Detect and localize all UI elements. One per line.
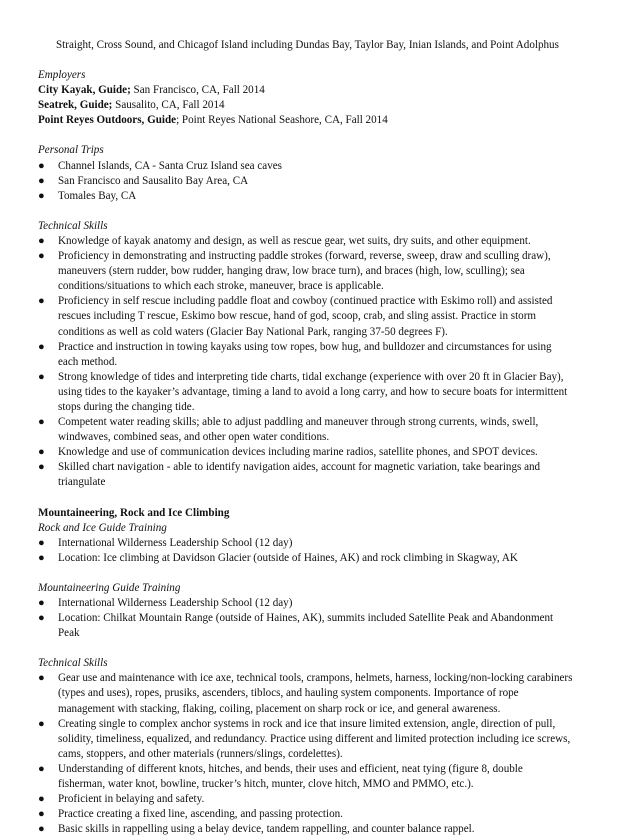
mountaineering-item (38, 596, 608, 611)
climbing-skill-item (38, 792, 608, 807)
list-item-line: Practice and instruction in towing kayaks using tow ropes, bow hug, and bulldozer and circumstances for using (58, 340, 552, 353)
bullet-icon: ● (38, 808, 45, 821)
climbing-skills-heading: Technical Skills (38, 657, 108, 670)
list-item-line: using tides to the kayaker’s advantage, timing a land to avoid a long carry, and how to secure boats for intermittent (58, 385, 568, 398)
kayak-skill-item (38, 249, 608, 294)
climbing-skill-item (38, 822, 608, 837)
list-item-line: maneuvers (stern rudder, bow rudder, hanging draw, low brace turn), and braces (high, low, sculling); sea (58, 265, 525, 278)
kayak-skill-item (38, 234, 608, 249)
bullet-icon: ● (38, 461, 45, 474)
climbing-skill-item (38, 762, 608, 792)
list-item-line: Competent water reading skills; able to adjust paddling and maneuver through strong currents, winds, swell, (58, 416, 539, 429)
employer-details: San Francisco, CA, Fall 2014 (130, 84, 265, 97)
employer-name: Seatrek, Guide; (38, 99, 113, 112)
rock-ice-heading: Rock and Ice Guide Training (38, 521, 167, 534)
list-item-line: rescues including T rescue, Eskimo bow rescue, hand of god, scoop, crab, and sling assist. Practice in storm (58, 310, 537, 323)
employer-separator: , (92, 84, 99, 97)
employer-details: Sausalito, CA, Fall 2014 (112, 99, 225, 112)
list-item-line: Understanding of different knots, hitches, and bends, their uses and efficient, neat tying (figure 8, double (58, 762, 523, 775)
list-item-line: Strong knowledge of tides and interpreting tide charts, tidal exchange (experience with over 20 ft in Glacier Bay), (58, 370, 564, 383)
list-item-line: Gear use and maintenance with ice axe, technical tools, crampons, helmets, harness, locking/non-locking carabiners (58, 672, 573, 685)
kayak-skills-list (38, 234, 608, 491)
list-item-line: triangulate (58, 476, 106, 489)
bullet-icon: ● (38, 370, 45, 383)
kayak-skill-item (38, 460, 608, 490)
climbing-skill-item (38, 807, 608, 822)
list-item-line: cams, stoppers, and other materials (runners/slings, cordelettes). (58, 747, 343, 760)
bullet-icon: ● (38, 536, 45, 549)
kayak-skill-item (38, 294, 608, 339)
bullet-icon: ● (38, 597, 45, 609)
bullet-icon: ● (38, 762, 45, 775)
list-item-line: management with stacking, flaking, coiling, placement on sharp rock or ice, and general awareness. (58, 702, 501, 715)
bullet-icon: ● (38, 446, 45, 459)
list-item-line: conditions as well as cold waters (Glacier Bay National Park, ranging 37-50 degrees F). (58, 325, 448, 338)
list-item-text: San Francisco and Sausalito Bay Area, CA (58, 174, 249, 187)
list-item-line: Knowledge and use of communication devices including marine radios, satellite phones, and SPOT devices. (58, 446, 538, 459)
bullet-icon: ● (38, 823, 45, 836)
kayak-skills-section (38, 219, 608, 491)
list-item-line: International Wilderness Leadership School (12 day) (58, 536, 293, 549)
list-item-line: windwaves, combined seas, and other open water conditions. (58, 431, 330, 444)
employer-line (38, 113, 608, 128)
climbing-skills-list (38, 671, 608, 837)
list-item-text: Channel Islands, CA - Santa Cruz Island sea caves (58, 159, 282, 172)
personal-trip-item (38, 174, 608, 189)
list-item-line: solidity, timeliness, equalized, and redundancy. Practice using different and limited protection including ice screws, (58, 732, 571, 745)
list-item-line: fisherman, water knot, bowline, trucker’s hitch, munter, clove hitch, MMO and PMMO, etc.). (58, 778, 474, 791)
employer-name: City Kayak (38, 84, 93, 97)
kayak-skill-item (38, 370, 608, 415)
bullet-icon: ● (38, 793, 45, 806)
list-item-line: Practice creating a fixed line, ascending, and passing protection. (58, 808, 343, 821)
list-item-line: Knowledge of kayak anatomy and design, as well as rescue gear, wet suits, dry suits, and other equipment. (58, 234, 531, 247)
employers-section (38, 68, 608, 128)
kayak-skill-item (38, 445, 608, 460)
mountaineering-heading: Mountaineering Guide Training (38, 581, 181, 594)
bullet-icon: ● (38, 416, 45, 429)
kayak-skills-heading: Technical Skills (38, 219, 108, 232)
list-item-line: Peak (58, 627, 80, 640)
list-item-line: Creating single to complex anchor systems in rock and ice that insure limited extension, angle, direction of pull, (58, 717, 556, 730)
bullet-icon: ● (38, 234, 45, 247)
list-item-line: Basic skills in rappelling using a belay device, tandem rappelling, and counter balance rappel. (58, 823, 475, 836)
list-item-line: conditions/situations to which each stroke, maneuver, brace is applicable. (58, 280, 384, 293)
intro-line: Straight, Cross Sound, and Chicagof Island including Dundas Bay, Taylor Bay, Inian Islands, and Point Adolphus (56, 39, 559, 51)
employer-role: Guide; (98, 84, 131, 97)
kayak-skill-item (38, 415, 608, 445)
bullet-icon: ● (38, 612, 45, 625)
employer-details: ; Point Reyes National Seashore, CA, Fall 2014 (176, 114, 388, 127)
list-item-line: Location: Ice climbing at Davidson Glacier (outside of Haines, AK) and rock climbing in Skagway, AK (58, 551, 518, 564)
mountaineering-item (38, 611, 608, 641)
rock-ice-list (38, 536, 608, 566)
employer-line (38, 98, 608, 113)
personal-trip-item (38, 189, 608, 204)
bullet-icon: ● (38, 672, 45, 685)
list-item-line: Proficient in belaying and safety. (58, 793, 205, 806)
climbing-section (38, 506, 608, 837)
kayak-skill-item (38, 340, 608, 370)
bullet-icon: ● (38, 340, 45, 353)
personal-trips-section (38, 143, 608, 203)
climbing-skill-item (38, 671, 608, 716)
list-item-line: each method. (58, 355, 118, 368)
climbing-heading: Mountaineering, Rock and Ice Climbing (38, 506, 230, 519)
list-item-text: Tomales Bay, CA (58, 189, 137, 202)
list-item-line: stops during the changing tide. (58, 400, 195, 413)
bullet-icon: ● (38, 159, 45, 172)
mountaineering-list (38, 596, 608, 641)
bullet-icon: ● (38, 174, 45, 187)
list-item-line: Proficiency in demonstrating and instructing paddle strokes (forward, reverse, sweep, draw and sculling draw), (58, 250, 551, 263)
rock-ice-item (38, 551, 608, 566)
bullet-icon: ● (38, 551, 45, 564)
bullet-icon: ● (38, 250, 45, 263)
list-item-line: Location: Chilkat Mountain Range (outside of Haines, AK), summits included Satellite Peak and Abandonment (58, 612, 554, 625)
bullet-icon: ● (38, 189, 45, 202)
employers-list (38, 83, 608, 128)
list-item-line: (types and uses), ropes, prusiks, ascenders, tiblocs, and hauling system components. Importance of rope (58, 687, 519, 700)
resume-body (38, 38, 608, 837)
personal-trips-list (38, 159, 608, 204)
list-item-line: Proficiency in self rescue including paddle float and cowboy (continued practice with Eskimo roll) and assisted (58, 295, 553, 308)
personal-trips-heading: Personal Trips (38, 144, 104, 157)
employer-name: Point Reyes Outdoors, Guide (38, 114, 177, 127)
list-item-line: Skilled chart navigation - able to identify navigation aides, account for magnetic variation, take bearings and (58, 461, 541, 474)
list-item-line: International Wilderness Leadership School (12 day) (58, 597, 293, 609)
rock-ice-item (38, 536, 608, 551)
bullet-icon: ● (38, 717, 45, 730)
personal-trip-item (38, 159, 608, 174)
bullet-icon: ● (38, 295, 45, 308)
employers-heading: Employers (38, 69, 86, 82)
climbing-skill-item (38, 717, 608, 762)
employer-line (38, 83, 608, 98)
